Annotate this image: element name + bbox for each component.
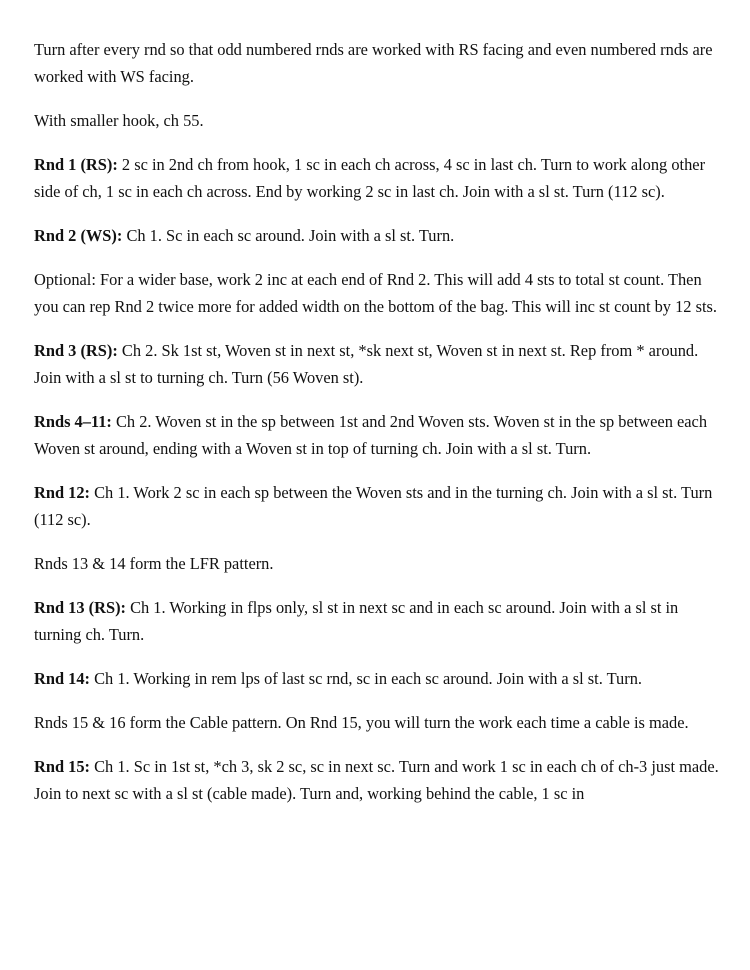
paragraph-text: Optional: For a wider base, work 2 inc at each end of Rnd 2. This will add 4 sts to total st count. Then you can rep Rnd 2 twice more for added width on the bottom of the bag. This will inc st count by 12 sts. [34, 270, 717, 316]
paragraph-text: Ch 1. Work 2 sc in each sp between the Woven sts and in the turning ch. Join with a sl st. Turn (112 sc). [34, 483, 713, 529]
intro-paragraph [34, 36, 724, 90]
round-14-instruction [34, 665, 724, 692]
round-2-instruction [34, 222, 724, 249]
round-label: Rnd 2 (WS): [34, 226, 123, 245]
round-15-instruction [34, 753, 724, 807]
paragraph-text: Turn after every rnd so that odd numbered rnds are worked with RS facing and even numbered rnds are worked with WS facing. [34, 40, 713, 86]
paragraph-text: Rnds 13 & 14 form the LFR pattern. [34, 554, 274, 573]
paragraph-text: Ch 2. Sk 1st st, Woven st in next st, *sk next st, Woven st in next st. Rep from * around. Join with a sl st to turning ch. Turn (56 Woven st). [34, 341, 699, 387]
round-13-instruction [34, 594, 724, 648]
paragraph-text: Rnds 15 & 16 form the Cable pattern. On Rnd 15, you will turn the work each time a cable is made. [34, 713, 689, 732]
optional-note [34, 266, 724, 320]
paragraph-text: 2 sc in 2nd ch from hook, 1 sc in each ch across, 4 sc in last ch. Turn to work along other side of ch, 1 sc in each ch across. End by working 2 sc in last ch. Join with a sl st. Turn (112 sc). [34, 155, 706, 201]
round-12-instruction [34, 479, 724, 533]
round-label: Rnd 14: [34, 669, 91, 688]
rounds-4-11-instruction [34, 408, 724, 462]
paragraph-text: Ch 1. Working in rem lps of last sc rnd, sc in each sc around. Join with a sl st. Turn. [90, 669, 642, 688]
paragraph-text: Ch 2. Woven st in the sp between 1st and 2nd Woven sts. Woven st in the sp between each Woven st around, ending with a Woven st in top of turning ch. Join with a sl st. Turn. [34, 412, 708, 458]
round-3-instruction [34, 337, 724, 391]
paragraph-text: Ch 1. Working in flps only, sl st in next sc and in each sc around. Join with a sl st in turning ch. Turn. [34, 598, 679, 644]
paragraph-text: Ch 1. Sc in 1st st, *ch 3, sk 2 sc, sc in next sc. Turn and work 1 sc in each ch of ch-3 just made. Join to next sc with a sl st (cable made). Turn and, working behind the cable, 1 sc in [34, 757, 719, 803]
round-label: Rnd 15: [34, 757, 91, 776]
cable-pattern-note [34, 709, 724, 736]
round-label: Rnd 12: [34, 483, 91, 502]
paragraph-text: With smaller hook, ch 55. [34, 111, 204, 130]
paragraph-text: Ch 1. Sc in each sc around. Join with a sl st. Turn. [122, 226, 455, 245]
round-1-instruction [34, 151, 724, 205]
document-page [34, 36, 724, 824]
chain-instruction [34, 107, 724, 134]
lfr-pattern-note [34, 550, 724, 577]
round-label: Rnds 4–11: [34, 412, 112, 431]
round-label: Rnd 1 (RS): [34, 155, 118, 174]
round-label: Rnd 3 (RS): [34, 341, 118, 360]
round-label: Rnd 13 (RS): [34, 598, 126, 617]
